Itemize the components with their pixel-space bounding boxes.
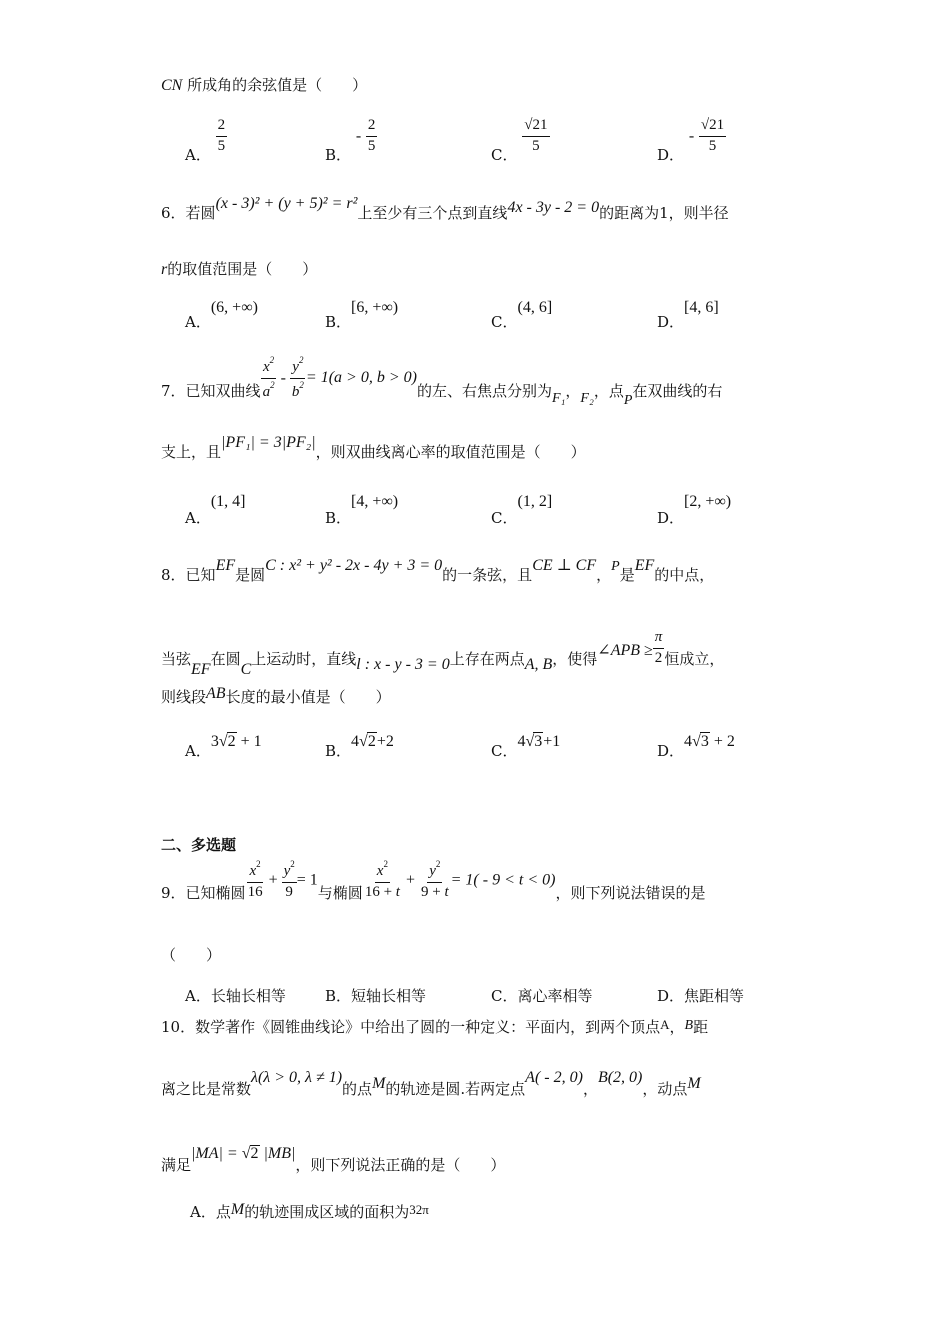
point-p: P xyxy=(611,559,620,574)
fraction: $\frac{2}{5}$ xyxy=(217,117,226,154)
question-number: 10． xyxy=(161,1018,196,1036)
q10-text: 数学著作《圆锥曲线论》中给出了圆的一种定义：平面内，到两个顶点 xyxy=(195,1018,661,1036)
question-number: 8． xyxy=(161,566,186,584)
point-m: M xyxy=(230,1201,245,1218)
option-value: (1, 4] xyxy=(210,493,246,510)
option-label: B． xyxy=(325,509,352,527)
option-label: C． xyxy=(491,742,518,760)
q10-text: 的轨迹围成区域的面积为 xyxy=(244,1203,410,1221)
q10-stem-line3: 满足|MA| = √2 |MB|，则下列说法正确的是（ ） xyxy=(161,1145,506,1174)
q8-option-a[interactable]: A．3√2 + 1 xyxy=(185,733,262,760)
q8-circle-equation: C : x² + y² - 2x - 4y + 3 = 0 xyxy=(265,557,443,574)
q6-text: 的距离为1，则半径 xyxy=(599,204,729,222)
fraction-pi-over-2: $\frac{\pi}{2}$ xyxy=(654,629,663,666)
option-label: C． xyxy=(491,146,518,165)
q8-text: 则线段 xyxy=(161,688,207,706)
q7-option-d[interactable] xyxy=(657,490,732,527)
option-label: D． xyxy=(657,987,685,1005)
q6-stem-line1 xyxy=(161,195,729,222)
q5-math-cn: CN xyxy=(161,77,183,94)
option-label: A． xyxy=(185,146,211,165)
q10-text: ， xyxy=(669,1018,685,1036)
option-value: (6, +∞) xyxy=(210,299,258,316)
q6-option-d[interactable] xyxy=(657,296,719,331)
section-heading: 二、多选题 xyxy=(161,836,237,854)
fraction-x2-a2: $\frac{x^2}{a^2}$ xyxy=(262,355,275,400)
option-label: D． xyxy=(657,742,685,760)
q9-option-a[interactable] xyxy=(185,985,286,1006)
option-label: C． xyxy=(491,509,518,527)
radicand: 3 xyxy=(534,733,543,750)
point-m: M xyxy=(687,1075,701,1092)
q9-ellipse1-tail: = 1 xyxy=(296,871,318,889)
minus-sign: - xyxy=(355,127,362,145)
q6-text: 上至少有三个点到直线 xyxy=(357,204,508,222)
q8-text: 上存在两点 xyxy=(449,650,525,669)
option-label: B． xyxy=(325,742,352,760)
q7-option-c[interactable] xyxy=(491,490,553,527)
q10-relation: |MA| = xyxy=(191,1145,242,1162)
q6-stem-line2 xyxy=(161,262,317,278)
fraction-x2-16: $\frac{x^2}{16}$ xyxy=(247,859,263,900)
q10-text: 距 xyxy=(693,1018,709,1036)
q8-text: 是圆 xyxy=(235,566,266,584)
q8-line-equation: l : x - y - 3 = 0 xyxy=(356,656,450,674)
fraction: $\frac{2}{5}$ xyxy=(367,117,376,154)
option-label: A． xyxy=(185,313,211,331)
q7-option-a[interactable] xyxy=(185,490,246,527)
option-label: A． xyxy=(185,987,211,1005)
q9-text: 已知椭圆 xyxy=(185,884,246,903)
q6-radius-r: r xyxy=(161,261,168,278)
q6-text: 若圆 xyxy=(185,204,216,222)
q9-option-b[interactable] xyxy=(325,985,426,1006)
q7-text: ，则双曲线离心率的取值范围是（ ） xyxy=(315,443,586,461)
option-label: B． xyxy=(325,313,352,331)
q5-option-d[interactable] xyxy=(657,117,726,165)
option-value: 短轴长相等 xyxy=(351,987,427,1005)
q8-stem-line3 xyxy=(161,685,391,706)
q8-angle-apb: ∠APB ≥ xyxy=(597,642,653,660)
q9-option-c[interactable] xyxy=(491,985,593,1006)
q8-perpendicular: CE ⊥ CF xyxy=(532,557,597,574)
q8-stem-line1 xyxy=(161,557,715,584)
q5-option-a[interactable] xyxy=(185,117,227,165)
fraction-y2-b2: $\frac{y^2}{b^2}$ xyxy=(291,355,304,400)
q6-line-equation: 4x - 3y - 2 = 0 xyxy=(507,199,600,216)
segment-ab: AB xyxy=(206,685,226,702)
option-label: D． xyxy=(657,509,685,527)
q8-text: 的中点， xyxy=(654,566,715,584)
q5-option-b[interactable] xyxy=(325,117,377,165)
option-label: D． xyxy=(657,313,685,331)
fraction: $\frac{√21}{5}$ xyxy=(524,117,548,154)
q7-text: ，点 xyxy=(593,382,624,401)
q9-paren: （ ） xyxy=(161,946,222,964)
q10-text: ， xyxy=(582,1080,598,1098)
q8-option-d[interactable]: D．4√3 + 2 xyxy=(657,733,735,760)
option-label: D． xyxy=(657,146,685,165)
q7-stem-line1: 7．已知双曲线 $\frac{x^2}{a^2}$ - $\frac{y^2}{b^2}$ = 1(a > 0, b > 0)的左、右焦点分别为F₁，F₂，点P在双曲线的右 xyxy=(161,355,723,409)
q8-text: 长度的最小值是（ ） xyxy=(225,688,391,706)
fraction-y2-9t: $\frac{y^2}{9 + t}$ xyxy=(420,859,449,900)
q5-stem-text: 所成角的余弦值是（ ） xyxy=(187,76,368,94)
focus-f1: F₁ xyxy=(551,391,566,407)
q8-text: 已知 xyxy=(185,566,216,584)
option-value: 离心率相等 xyxy=(517,987,593,1005)
focus-f2: F₂ xyxy=(580,391,594,407)
q5-stem-continuation xyxy=(161,78,367,94)
q10-lambda: λ(λ > 0, λ ≠ 1) xyxy=(251,1069,343,1086)
option-label: A． xyxy=(190,1203,216,1221)
q6-circle-equation: (x - 3)² + (y + 5)² = r² xyxy=(215,195,358,212)
q6-text: 的取值范围是（ ） xyxy=(167,260,318,278)
points-ab: A, B xyxy=(524,656,553,674)
option-value: (4, 6] xyxy=(517,299,553,316)
option-value: [4, 6] xyxy=(684,299,719,316)
question-number: 7． xyxy=(161,382,186,401)
option-value: (1, 2] xyxy=(517,493,553,510)
q7-option-b[interactable] xyxy=(325,490,399,527)
q9-ellipse2-tail: = 1( - 9 < t < 0) xyxy=(450,871,556,889)
q8-text: ，使得 xyxy=(552,650,598,669)
q8-text: ， xyxy=(596,566,612,584)
fraction: $\frac{√21}{5}$ xyxy=(700,117,725,154)
option-value: [2, +∞) xyxy=(684,493,732,510)
q10-stem-line1 xyxy=(161,1017,709,1036)
fraction-y2-9: $\frac{y^2}{9}$ xyxy=(283,859,295,900)
q10-text: 满足 xyxy=(161,1156,192,1174)
q7-text: 支上，且 xyxy=(161,443,222,461)
q10-text: 的轨迹是圆.若两定点 xyxy=(385,1080,526,1098)
option-label: B． xyxy=(325,146,352,165)
q10-point-b: B(2, 0) xyxy=(597,1069,643,1086)
option-label: A． xyxy=(185,742,211,760)
radicand: 2 xyxy=(250,1145,259,1162)
q7-text: 在双曲线的右 xyxy=(632,382,723,401)
q8-text: 的一条弦，且 xyxy=(442,566,533,584)
q8-text: 当弦 xyxy=(161,650,192,669)
q10-stem-line2 xyxy=(161,1069,701,1098)
q10-text: ，动点 xyxy=(642,1080,688,1098)
q10-point-a: A( - 2, 0) xyxy=(525,1069,583,1086)
option-value: [6, +∞) xyxy=(351,299,399,316)
q7-text: 的左、右焦点分别为 xyxy=(416,382,552,401)
option-label: B． xyxy=(325,987,352,1005)
vertex-a: A xyxy=(660,1017,670,1032)
option-value: 长轴长相等 xyxy=(210,987,286,1005)
radicand: 2 xyxy=(367,733,376,750)
q10-text: 的点 xyxy=(342,1080,373,1098)
question-number: 6． xyxy=(161,204,186,222)
option-label: A． xyxy=(185,509,211,527)
q8-text: 是 xyxy=(619,566,635,584)
q8-stem-line2 xyxy=(161,629,725,679)
q6-option-c[interactable] xyxy=(491,296,553,331)
q10-text: 点 xyxy=(215,1203,231,1221)
chord-ef: EF xyxy=(215,557,236,574)
q9-text: 与椭圆 xyxy=(317,884,363,903)
fraction-x2-16t: $\frac{x^2}{16 + t}$ xyxy=(364,859,400,900)
q10-area-value: 32π xyxy=(409,1202,429,1217)
q6-option-a[interactable] xyxy=(185,296,258,331)
q9-stem-line1: 9．已知椭圆 $\frac{x^2}{16}$ + $\frac{y^2}{9}$ = 1与椭圆 $\frac{x^2}{16 + t}$ + $\frac{y^2}{9 + t}$ = 1( - 9 < t < 0)，则下列说法错误的是 xyxy=(161,859,706,903)
q7-text: 已知双曲线 xyxy=(185,382,261,401)
q8-text: 恒成立， xyxy=(664,650,725,669)
question-number: 9． xyxy=(161,884,186,903)
minus-sign: - xyxy=(688,127,695,145)
q7-relation: |PF₁| = 3|PF₂| xyxy=(221,434,316,451)
circle-c: C xyxy=(240,661,252,679)
q9-text: ，则下列说法错误的是 xyxy=(555,884,706,903)
chord-ef: EF xyxy=(634,557,655,574)
vertex-b: B xyxy=(684,1018,694,1033)
q10-option-a[interactable] xyxy=(190,1201,429,1221)
radicand: 3 xyxy=(700,733,709,750)
q7-text: ， xyxy=(565,382,581,401)
q10-relation: |MB| xyxy=(259,1145,296,1162)
point-m: M xyxy=(372,1075,386,1092)
option-value: 焦距相等 xyxy=(684,987,745,1005)
option-label: C． xyxy=(491,987,518,1005)
option-value: [4, +∞) xyxy=(351,493,399,510)
q7-stem-line2 xyxy=(161,434,586,461)
q10-text: ，则下列说法正确的是（ ） xyxy=(295,1156,506,1174)
q5-option-c[interactable] xyxy=(491,117,550,165)
q8-option-b[interactable]: B．4√2+2 xyxy=(325,733,394,760)
option-label: C． xyxy=(491,313,518,331)
chord-ef: EF xyxy=(191,661,211,679)
q8-text: 在圆 xyxy=(210,650,241,669)
q6-option-b[interactable] xyxy=(325,296,399,331)
q9-option-d[interactable] xyxy=(657,985,744,1006)
q7-condition: = 1(a > 0, b > 0) xyxy=(305,369,417,387)
radicand: 2 xyxy=(227,733,236,750)
q8-option-c[interactable]: C．4√3+1 xyxy=(491,733,561,760)
q10-text: 离之比是常数 xyxy=(161,1080,252,1098)
point-p: P xyxy=(623,393,633,409)
q8-text: 上运动时，直线 xyxy=(251,650,357,669)
